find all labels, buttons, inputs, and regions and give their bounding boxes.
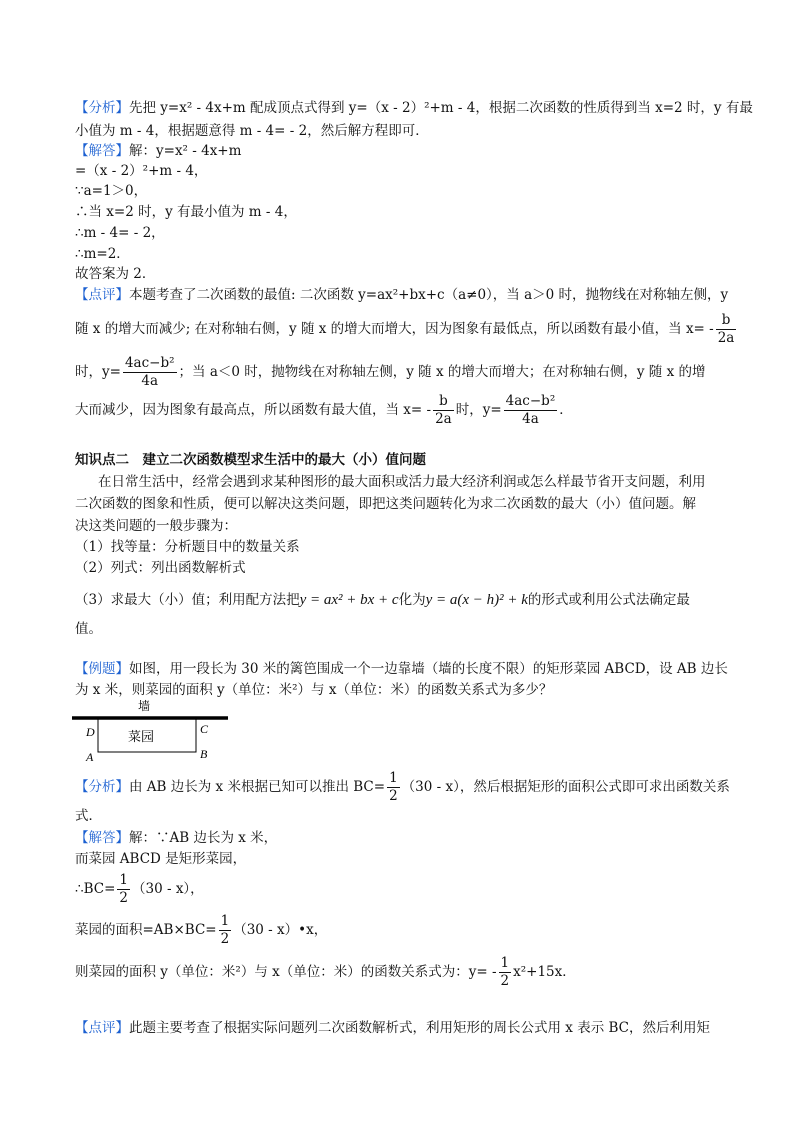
example-analysis-line-2: 式． xyxy=(75,808,102,824)
section-heading: 知识点二 建立二次函数模型求生活中的最大（小）值问题 xyxy=(75,452,426,468)
step-2: （2）列式：列出函数解析式 xyxy=(75,560,246,576)
fraction-b-over-2a: $\frac{b}{2a}$ xyxy=(717,312,735,346)
intro-line-2: 二次函数的图象和性质，便可以解决这类问题，即把这类问题转化为求二次函数的最大（小）值问题。解 xyxy=(75,496,696,512)
step-3: （3）求最大（小）值；利用配方法把y = ax² + bx + c化为y = a(x − h)² + k的形式或利用公式法确定最 xyxy=(75,592,690,608)
comment-line-2: 随 x 的增大而减少; 在对称轴右侧，y 随 x 的增大而增大，因为图象有最低点，所以函数有最小值，当 x= - $\frac{b}{2a}$ xyxy=(75,312,735,346)
analysis-line-2: 小值为 m - 4，根据题意得 m - 4= - 2，然后解方程即可． xyxy=(75,123,429,139)
example-comment-line: 【点评】此题主要考查了根据实际问题列二次函数解析式，利用矩形的周长公式用 x 表示 BC，然后利用矩 xyxy=(75,1020,710,1036)
vertex-a: A xyxy=(86,750,94,764)
answer-line-6: ∴m=2． xyxy=(75,246,130,262)
step-3-cont: 值。 xyxy=(75,621,102,637)
answer-line-1: 【解答】解：y=x² - 4x+m xyxy=(75,143,242,159)
example-answer-line-3: ∴BC= $\frac{1}{2}$ （30 - x）， xyxy=(75,872,204,906)
fraction-half-4: $\frac{1}{2}$ xyxy=(500,955,510,989)
analysis-line-1: 【分析】先把 y=x² - 4x+m 配成顶点式得到 y=（x - 2）²+m - 4，根据二次函数的性质得到当 x=2 时，y 有最 xyxy=(75,100,753,116)
vertex-form-formula: y = a(x − h)² + k xyxy=(425,592,528,608)
garden-label: 菜园 xyxy=(128,730,155,745)
standard-form-formula: y = ax² + bx + c xyxy=(299,592,399,608)
example-answer-line-2: 而菜园 ABCD 是矩形菜园， xyxy=(75,851,247,867)
fraction-half: $\frac{1}{2}$ xyxy=(389,770,398,804)
example-line-2: 为 x 米，则菜园的面积 y（单位：米²）与 x（单位：米）的函数关系式为多少？ xyxy=(75,682,553,698)
comment-line-4: 大而减少，因为图象有最高点，所以函数有最大值，当 x= - $\frac{b}{2a}$ 时，y= $\frac{\text{4ac−b²}}{4a}$ ． xyxy=(75,393,573,427)
intro-line-3: 决这类问题的一般步骤为： xyxy=(75,518,237,534)
vertex-b: B xyxy=(200,747,208,761)
fraction-half-2: $\frac{1}{2}$ xyxy=(119,872,128,906)
example-analysis-line-1: 【分析】由 AB 边长为 x 米根据已知可以推出 BC= $\frac{1}{2}$ （30 - x），然后根据矩形的面积公式即可求出函数关系 xyxy=(75,770,730,804)
answer-line-4: ∴当 x=2 时，y 有最小值为 m - 4， xyxy=(75,204,297,220)
answer-line-5: ∴m - 4= - 2， xyxy=(75,225,165,241)
example-answer-line-1: 【解答】解：∵AB 边长为 x 米， xyxy=(75,830,278,846)
answer-line-3: ∵a=1＞0， xyxy=(75,183,148,199)
answer-line-2: =（x - 2）²+m - 4， xyxy=(75,163,208,179)
fraction-vertex-value: $\frac{\text{4ac−b²}}{4a}$ xyxy=(124,355,175,389)
comment-line-3: 时，y= $\frac{\text{4ac−b²}}{4a}$ ；当 a＜0 时，抛物线在对称轴左侧，y 随 x 的增大而增大；在对称轴右侧，y 随 x 的增 xyxy=(75,355,706,389)
example-line-1: 【例题】如图，用一段长为 30 米的篱笆围成一个一边靠墙（墙的长度不限）的矩形菜园 ABCD，设 AB 边长 xyxy=(75,661,728,677)
fraction-vertex-value-2: $\frac{\text{4ac−b²}}{4a}$ xyxy=(505,393,556,427)
answer-tag: 【解答】 xyxy=(75,143,129,159)
intro-line-1: 在日常生活中，经常会遇到求某种图形的最大面积或活力最大经济利润或怎么样最节省开支问题，利用 xyxy=(98,474,706,490)
example-answer-line-5: 则菜园的面积 y（单位：米²）与 x（单位：米）的函数关系式为：y= - $\frac{1}{2}$ x²+15x． xyxy=(75,955,576,989)
example-tag: 【例题】 xyxy=(75,661,129,677)
analysis-tag: 【分析】 xyxy=(75,100,129,116)
wall-label: 墙 xyxy=(138,699,151,713)
fraction-half-3: $\frac{1}{2}$ xyxy=(220,913,230,947)
fraction-b-over-2a-2: $\frac{b}{2a}$ xyxy=(435,393,452,427)
vertex-c: C xyxy=(200,722,209,736)
example-answer-line-4: 菜园的面积=AB×BC= $\frac{1}{2}$ （30 - x）•x， xyxy=(75,913,328,947)
answer-line-7: 故答案为 2． xyxy=(75,266,156,282)
step-1: （1）找等量：分析题目中的数量关系 xyxy=(75,539,300,555)
vertex-d: D xyxy=(86,725,95,739)
garden-diagram xyxy=(72,698,232,764)
comment-line-1: 【点评】本题考查了二次函数的最值: 二次函数 y=ax²+bx+c（a≠0），当 a＞0 时，抛物线在对称轴左侧，y xyxy=(75,287,729,303)
comment-tag: 【点评】 xyxy=(75,287,129,303)
